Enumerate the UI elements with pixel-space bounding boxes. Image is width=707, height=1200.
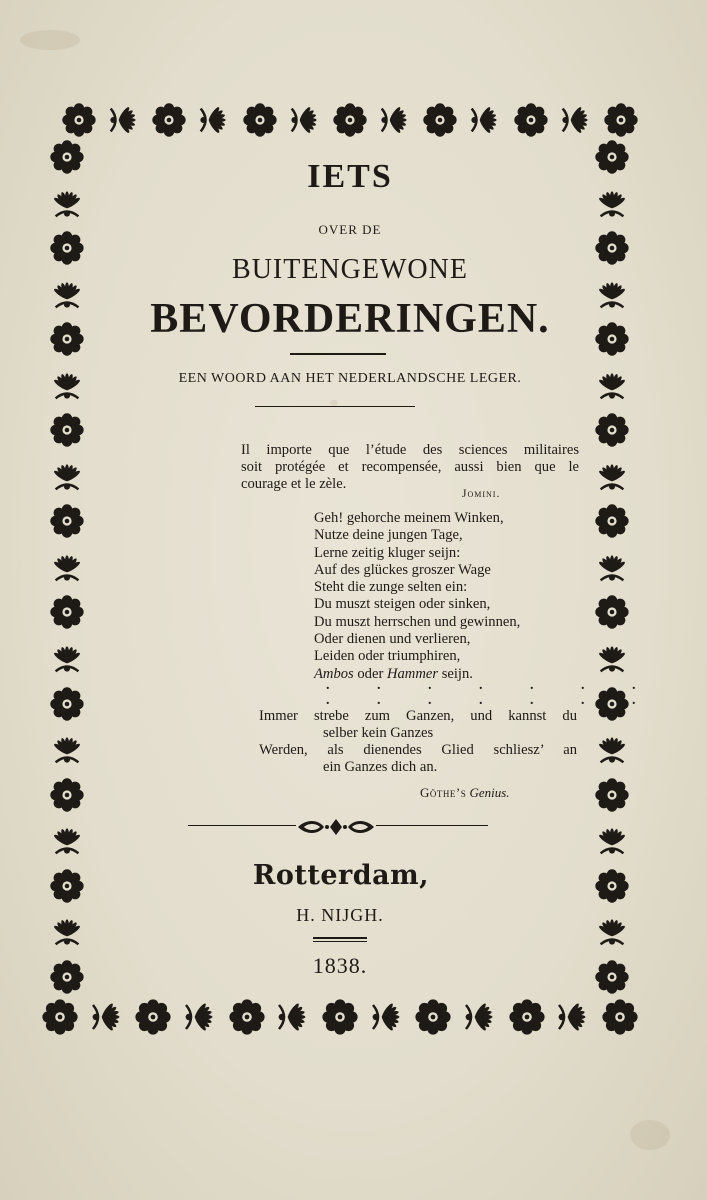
imprint-publisher: H. NIJGH. (296, 905, 384, 925)
palmette-icon (557, 101, 595, 139)
epigraph-line: courage et le zèle. (241, 476, 347, 492)
rosette-icon (60, 101, 98, 139)
palmette-icon (367, 997, 407, 1037)
palmette-icon (376, 101, 414, 139)
goethe-line: Werden, als dienendes Glied schliesz’ an (259, 742, 577, 758)
palmette-icon (593, 639, 631, 677)
palmette-icon (553, 997, 593, 1037)
imprint-rule (313, 941, 367, 942)
rosette-icon (593, 593, 631, 631)
palmette-icon (48, 821, 86, 859)
ornamental-divider (188, 816, 488, 838)
foxing-spot (630, 1120, 670, 1150)
rosette-icon (331, 101, 369, 139)
palmette-icon (593, 730, 631, 768)
goethe-quote (259, 708, 577, 776)
title-line-2: OVER DE (318, 222, 382, 237)
palmette-icon (593, 821, 631, 859)
ellipsis-dots: . . . . . . . (326, 693, 658, 708)
rosette-icon (593, 411, 631, 449)
goethe-line: ein Ganzes dich an. (323, 759, 438, 775)
goethe-attribution (420, 785, 510, 801)
goethe-line: selber kein Ganzes (323, 725, 434, 741)
rosette-icon (593, 502, 631, 540)
rosette-icon (512, 101, 550, 139)
palmette-icon (48, 730, 86, 768)
palmette-icon (48, 639, 86, 677)
poem-word: oder (353, 665, 387, 682)
palmette-icon (87, 997, 127, 1037)
rosette-icon (48, 593, 86, 631)
palmette-icon (593, 548, 631, 586)
epigraph-attribution: Jomini. (462, 488, 501, 500)
poem-line: Geh! gehorche meinem Winken, (314, 510, 504, 526)
rosette-icon (48, 776, 86, 814)
poem-word: Hammer (386, 665, 439, 682)
rosette-icon (413, 997, 453, 1037)
rosette-icon (320, 997, 360, 1037)
attribution-name: Göthe’s (420, 785, 467, 800)
rosette-icon (241, 101, 279, 139)
rosette-icon (593, 776, 631, 814)
poem-line: Lerne zeitig kluger seijn: (314, 544, 461, 561)
palmette-icon (286, 101, 324, 139)
palmette-icon (180, 997, 220, 1037)
rosette-icon (133, 997, 173, 1037)
poem-line: Oder dienen und verlieren, (314, 631, 471, 648)
palmette-icon (466, 101, 504, 139)
palmette-icon (460, 997, 500, 1037)
ornamental-border-bottom (40, 995, 640, 1039)
german-poem (314, 510, 520, 683)
rosette-icon (48, 229, 86, 267)
title-rule (290, 353, 386, 355)
palmette-icon (48, 184, 86, 222)
ellipsis-dots: . . . . . . . (326, 678, 658, 693)
title-line-4: BEVORDERINGEN. (150, 296, 550, 342)
palmette-icon (48, 275, 86, 313)
rosette-icon (48, 502, 86, 540)
rosette-icon (40, 997, 80, 1037)
palmette-icon (593, 457, 631, 495)
poem-line: Leiden oder triumphiren, (314, 648, 461, 665)
palmette-icon (105, 101, 143, 139)
palmette-icon (48, 548, 86, 586)
rosette-icon (48, 685, 86, 723)
imprint-city: Rotterdam, (252, 860, 430, 891)
ornamental-border-top (60, 100, 640, 140)
palmette-icon (48, 366, 86, 404)
rosette-icon (421, 101, 459, 139)
rosette-icon (48, 320, 86, 358)
rosette-icon (48, 411, 86, 449)
attribution-work: Genius. (469, 785, 510, 800)
french-epigraph (241, 442, 579, 493)
poem-word: Ambos (314, 665, 354, 682)
title-line-3: BUITENGEWONE (232, 254, 468, 285)
foxing-spot (20, 30, 80, 50)
rosette-icon (150, 101, 188, 139)
rosette-icon (48, 138, 86, 176)
poem-line: Du muszt steigen oder sinken, (314, 596, 491, 613)
palmette-icon (195, 101, 233, 139)
poem-line: Auf des glückes groszer Wage (314, 561, 491, 578)
palmette-icon (273, 997, 313, 1037)
epigraph-line: Il importe que l’étude des sciences militaires (241, 442, 579, 458)
poem-line: Nutze deine jungen Tage, (314, 527, 463, 544)
palmette-icon (48, 457, 86, 495)
epigraph-line: soit protégée et recompensée, aussi bien que le (241, 459, 579, 475)
title-line-1: IETS (307, 158, 393, 195)
subtitle-rule (255, 406, 415, 407)
poem-line: Steht die zunge selten ein: (314, 579, 468, 596)
goethe-line: Immer strebe zum Ganzen, und kannst du (259, 708, 577, 724)
imprint-rule (313, 937, 367, 939)
fleuron-icon (296, 816, 376, 838)
rosette-icon (227, 997, 267, 1037)
rosette-icon (600, 997, 640, 1037)
poem-word: seijn. (438, 665, 473, 682)
subtitle: EEN WOORD AAN HET NEDERLANDSCHE LEGER. (178, 371, 522, 386)
rosette-icon (602, 101, 640, 139)
rosette-icon (507, 997, 547, 1037)
poem-line: Du muszt herrschen und gewinnen, (314, 613, 521, 630)
imprint-year: 1838. (312, 953, 368, 978)
